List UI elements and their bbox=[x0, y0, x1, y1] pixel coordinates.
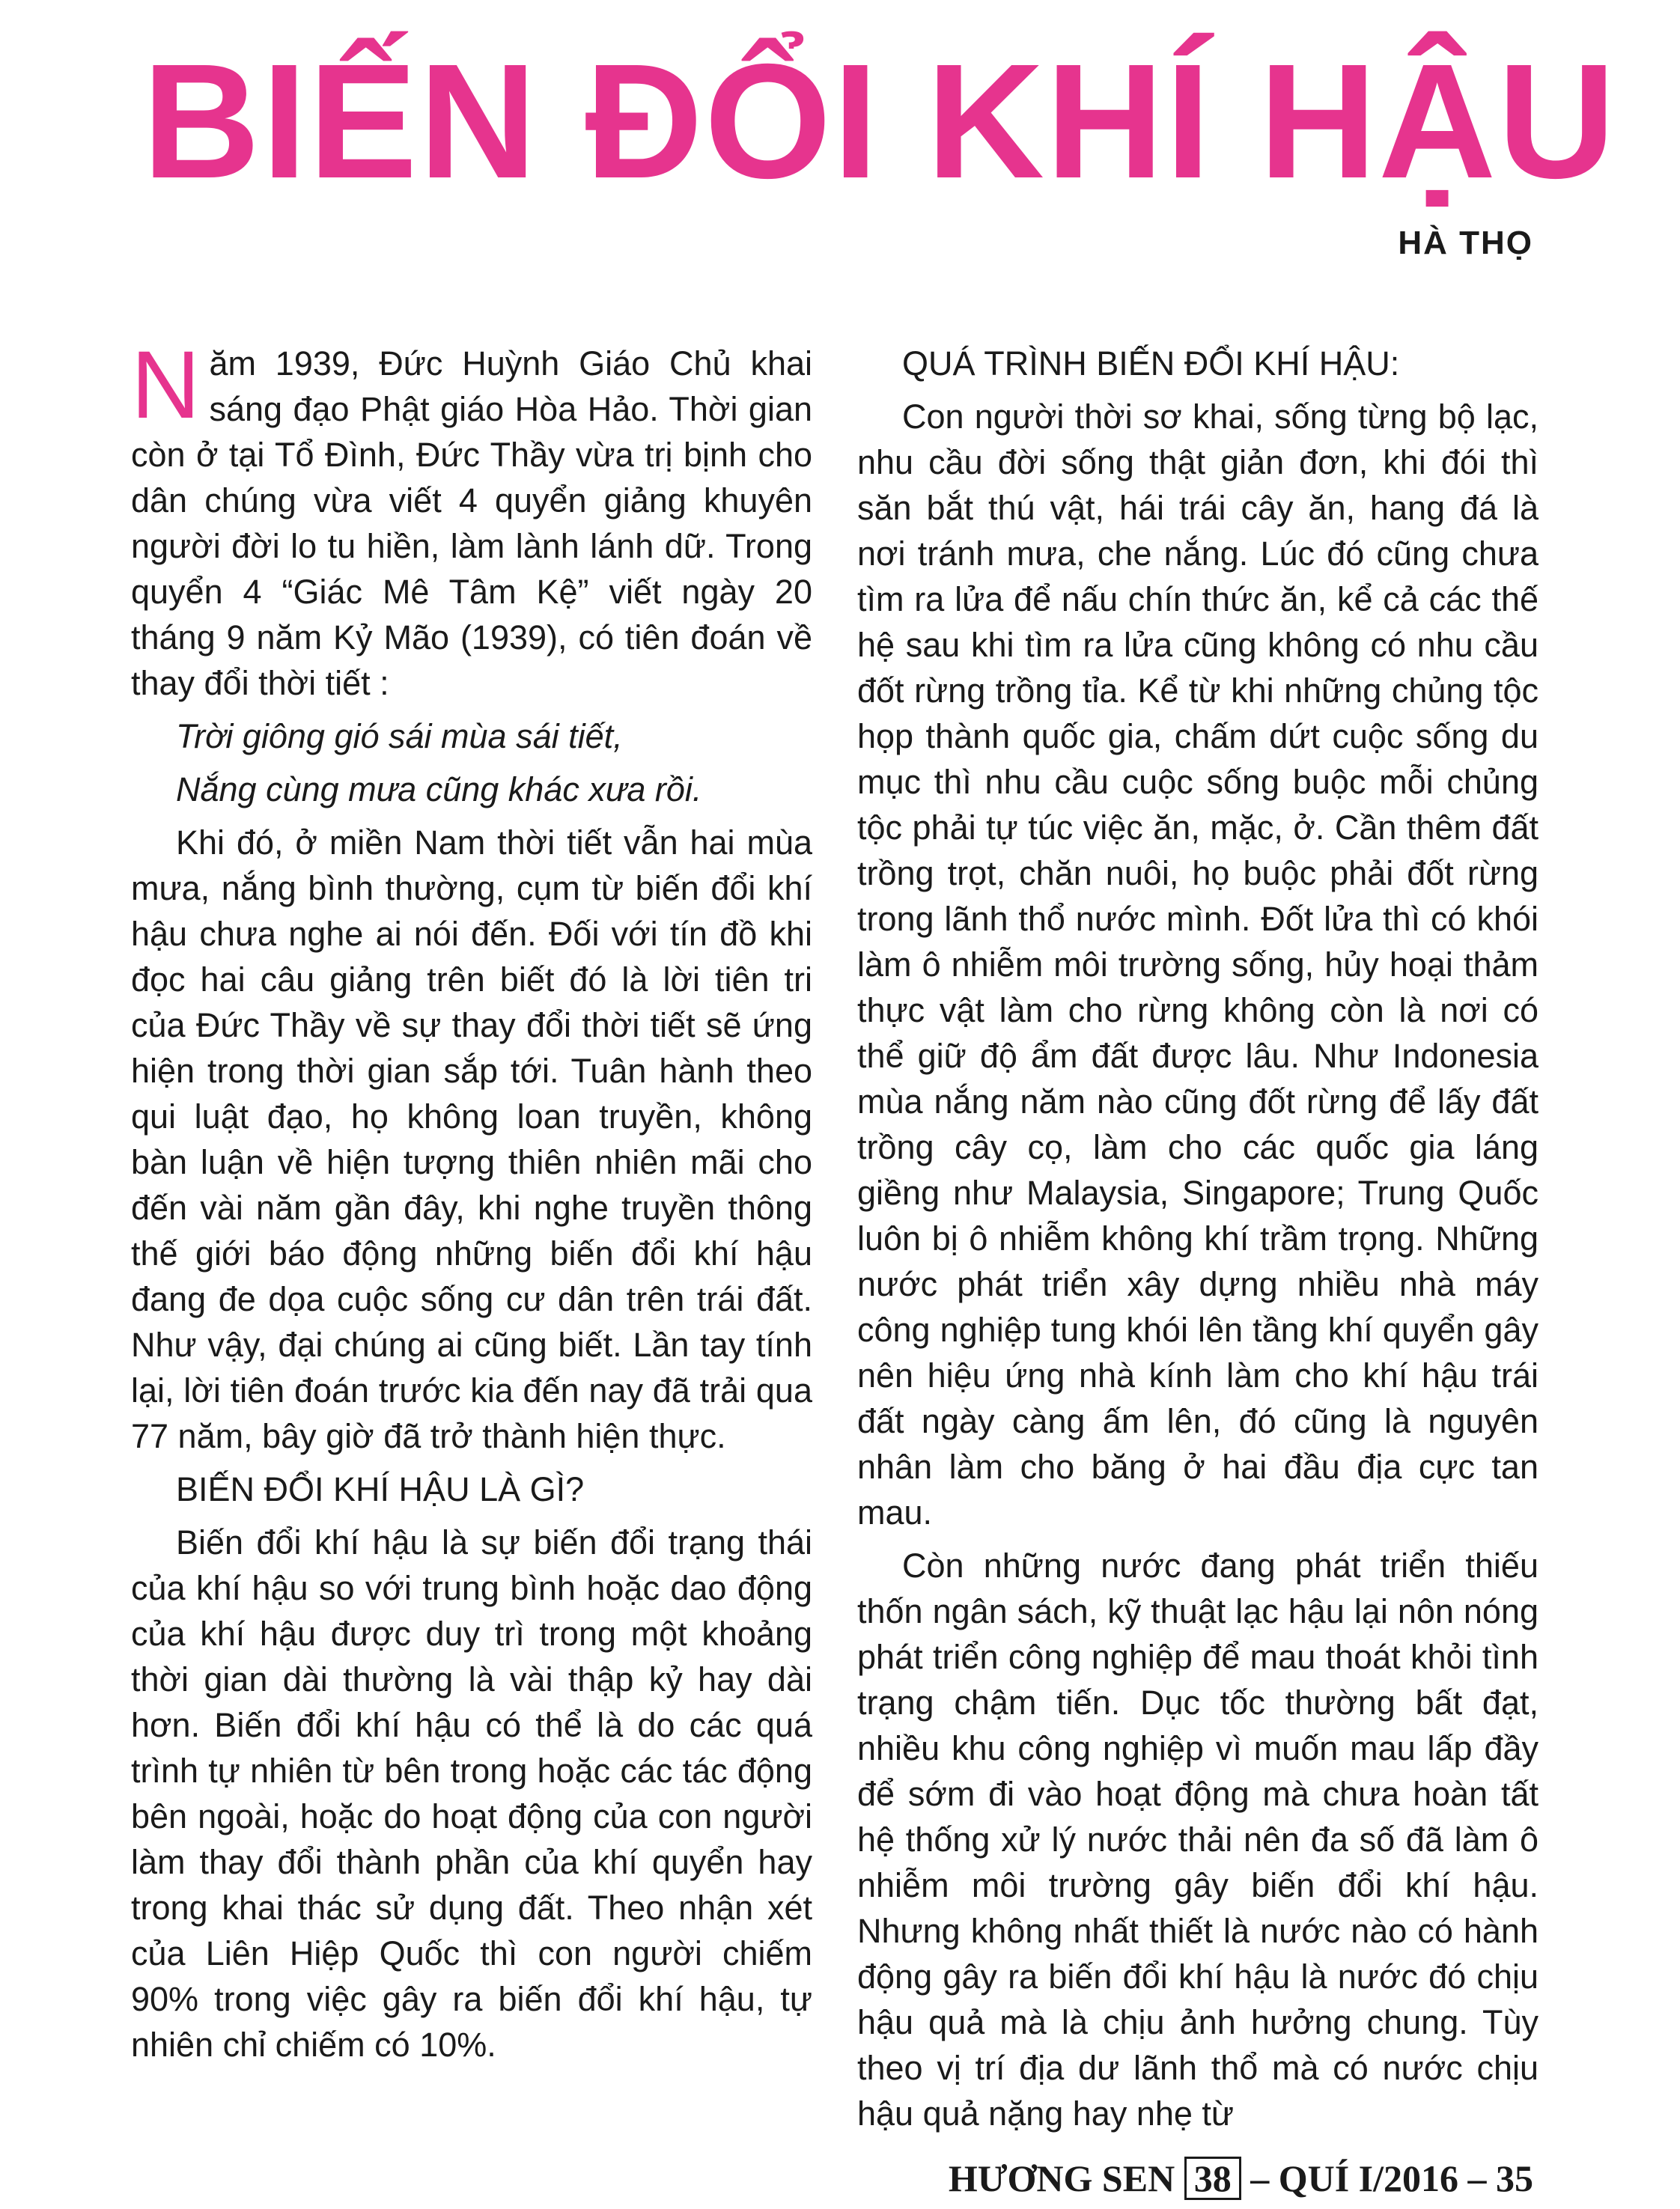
right-column bbox=[857, 341, 1539, 2144]
issue-period: – QUÍ I/2016 – bbox=[1250, 2157, 1487, 2199]
paragraph-2: Khi đó, ở miền Nam thời tiết vẫn hai mùa mưa, nắng bình thường, cụm từ biến đổi khí hậu chưa nghe ai nói đến. Đối với tín đồ khi đọc hai câu giảng trên biết đó là lời tiên tri của Đức Thầy về sự thay đổi thời tiết sẽ ứng hiện trong thời gian sắp tới. Tuân hành theo qui luật đạo, họ không loan truyền, không bàn luận về hiện tượng thiên nhiên mãi cho đến vài năm gần đây, khi nghe truyền thông thế giới báo động những biến đổi khí hậu đang đe dọa cuộc sống cư dân trên trái đất. Như vậy, đại chúng ai cũng biết. Lần tay tính lại, lời tiên đoán trước kia đến nay đã trải qua 77 năm, bây giờ đã trở thành hiện thực. bbox=[131, 823, 812, 1455]
issue-number-box: 38 bbox=[1184, 2157, 1241, 2200]
section-heading-process: QUÁ TRÌNH BIẾN ĐỔI KHÍ HẬU: bbox=[902, 344, 1400, 383]
author-name: HÀ THỌ bbox=[1398, 225, 1533, 261]
verse-line-1: Trời giông gió sái mùa sái tiết, bbox=[176, 717, 623, 755]
left-column bbox=[131, 332, 812, 2075]
page-footer bbox=[949, 2156, 1533, 2201]
verse-line-2: Nắng cùng mưa cũng khác xưa rồi. bbox=[176, 770, 702, 808]
paragraph-5: Còn những nước đang phát triển thiếu thốn ngân sách, kỹ thuật lạc hậu lại nôn nóng phát triển công nghiệp để mau thoát khỏi tình trạng chậm tiến. Dục tốc thường bất đạt, nhiều khu công nghiệp vì muốn mau lấp đầy để sớm đi vào hoạt động mà chưa hoàn tất hệ thống xử lý nước thải nên đa số đã làm ô nhiễm môi trường gây biến đổi khí hậu. Nhưng không nhất thiết là nước nào có hành động gây ra biến đổi khí hậu là nước đó chịu hậu quả mà là chịu ảnh hưởng chung. Tùy theo vị trí địa dư lãnh thổ mà có nước chịu hậu quả nặng hay nhẹ từ bbox=[857, 1547, 1539, 2133]
paragraph-4: Con người thời sơ khai, sống từng bộ lạc, nhu cầu đời sống thật giản đơn, khi đói thì săn bắt thú vật, hái trái cây ăn, hang đá là nơi tránh mưa, che nắng. Lúc đó cũng chưa tìm ra lửa để nấu chín thức ăn, kể cả các thế hệ sau khi tìm ra lửa cũng không có nhu cầu đốt rừng trồng tỉa. Kể từ khi những chủng tộc họp thành quốc gia, chấm dứt cuộc sống du mục thì nhu cầu cuộc sống buộc mỗi chủng tộc phải tự túc việc ăn, mặc, ở. Cần thêm đất trồng trọt, chăn nuôi, họ buộc phải đốt rừng trong lãnh thổ nước mình. Đốt lửa thì có khói làm ô nhiễm môi trường sống, hủy hoại thảm thực vật làm cho rừng không còn là nơi có thể giữ độ ẩm đất được lâu. Như Indonesia mùa nắng năm nào cũng đốt rừng để lấy đất trồng cây cọ, làm cho các quốc gia láng giềng như Malaysia, Singapore; Trung Quốc luôn bị ô nhiễm không khí trầm trọng. Những nước phát triển xây dựng nhiều nhà máy công nghiệp tung khói lên tầng khí quyển gây nên hiệu ứng nhà kính làm cho khí hậu trái đất ngày càng ấm lên, đó cũng là nguyên nhân làm cho băng ở hai đầu địa cực tan mau. bbox=[857, 397, 1539, 1532]
paragraph-3: Biến đổi khí hậu là sự biến đổi trạng thái của khí hậu so với trung bình hoặc dao động của khí hậu được duy trì trong một khoảng thời gian dài thường là vài thập kỷ hay dài hơn. Biến đổi khí hậu có thể là do các quá trình tự nhiên từ bên trong hoặc các tác động bên ngoài, hoặc do hoạt động của con người làm thay đổi thành phần của khí quyển hay trong khai thác sử dụng đất. Theo nhận xét của Liên Hiệp Quốc thì con người chiếm 90% trong việc gây ra biến đổi khí hậu, tự nhiên chỉ chiếm có 10%. bbox=[131, 1523, 812, 2064]
page-number: 35 bbox=[1496, 2157, 1533, 2199]
article-title: BIẾN ĐỔI KHÍ HẬU bbox=[142, 31, 1617, 213]
drop-cap: N bbox=[131, 332, 201, 439]
intro-paragraph bbox=[131, 332, 812, 706]
intro-text: ăm 1939, Đức Huỳnh Giáo Chủ khai sáng đạo Phật giáo Hòa Hảo. Thời gian còn ở tại Tổ Đình, Đức Thầy vừa trị bịnh cho dân chúng vừa viết 4 quyển giảng khuyên người đời lo tu hiền, làm lành lánh dữ. Trong quyển 4 “Giác Mê Tâm Kệ” viết ngày 20 tháng 9 năm Kỷ Mão (1939), có tiên đoán về thay đổi thời tiết : bbox=[131, 344, 812, 702]
section-heading-what-is: BIẾN ĐỔI KHÍ HẬU LÀ GÌ? bbox=[176, 1470, 585, 1508]
magazine-name: HƯƠNG SEN bbox=[948, 2157, 1175, 2199]
